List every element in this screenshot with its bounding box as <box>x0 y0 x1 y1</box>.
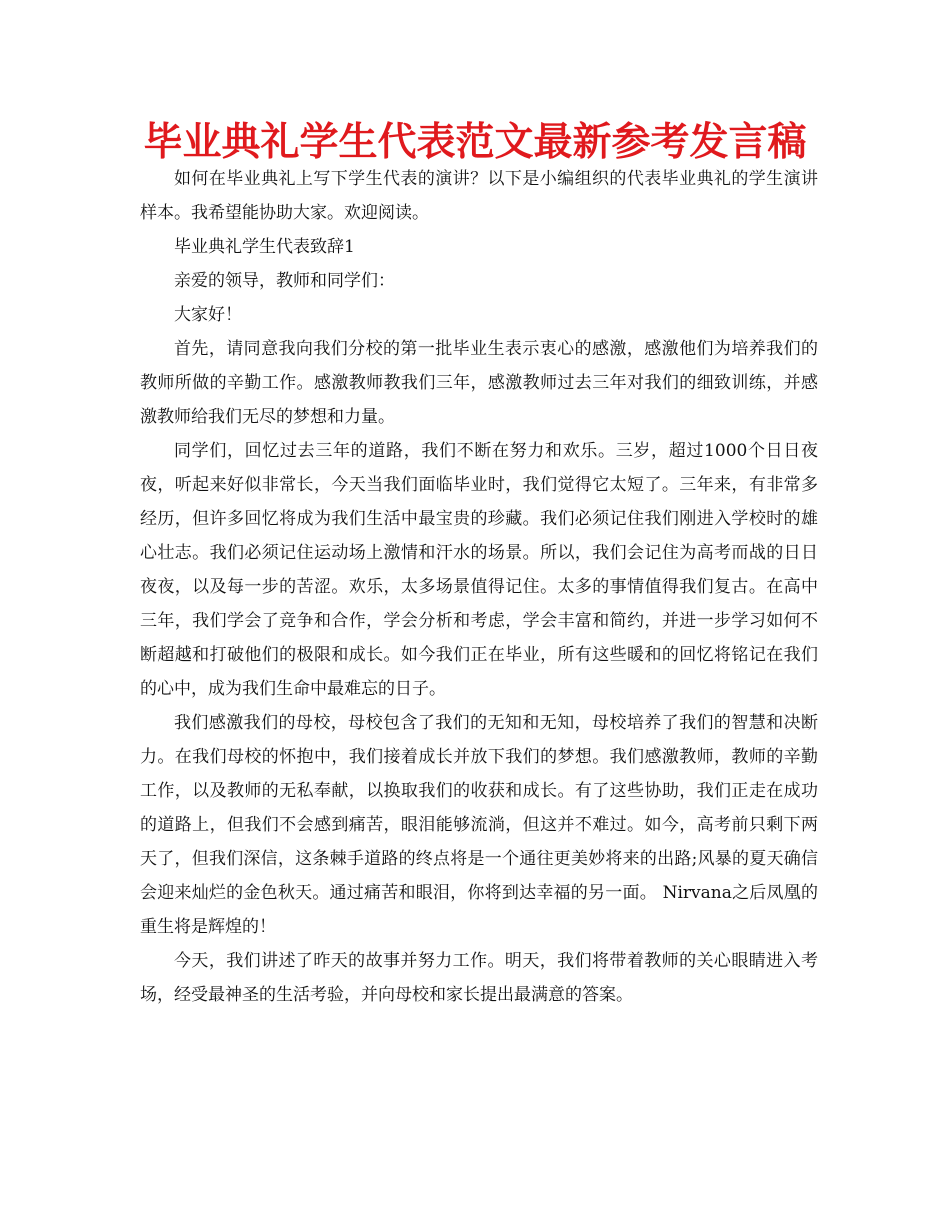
paragraph-salutation: 亲爱的领导，教师和同学们： <box>174 271 395 291</box>
paragraph-greeting: 大家好！ <box>174 305 242 325</box>
paragraph-thanks-school: 我们感激我们的母校，母校包含了我们的无知和无知，母校培养了我们的智慧和决断力。在我们母校的怀抱中，我们接着成长并放下我们的梦想。我们感激教师，教师的辛勤工作，以及教师的无私奉献，以换取我们的收获和成长。有了这些协助，我们正走在成功的道路上，但我们不会感到痛苦，眼泪能够流淌，但这并不难过。如今，高考前只剩下两天了，但我们深信，这条棘手道路的终点将是一个通往更美妙将来的出路;风暴的夏天确信会迎来灿烂的金色秋天。通过痛苦和眼泪，你将到达幸福的另一面。 Nirvana之后凤凰的重生将是辉煌的！ <box>140 713 818 937</box>
paragraph-future: 今天，我们讲述了昨天的故事并努力工作。明天，我们将带着教师的关心眼睛进入考场，经受最神圣的生活考验，并向母校和家长提出最满意的答案。 <box>140 951 818 1005</box>
document-title: 毕业典礼学生代表范文最新参考发言稿 <box>143 120 807 165</box>
paragraph-intro: 如何在毕业典礼上写下学生代表的演讲？以下是小编组织的代表毕业典礼的学生演讲样本。我希望能协助大家。欢迎阅读。 <box>140 169 818 223</box>
paragraph-gratitude: 首先，请同意我向我们分校的第一批毕业生表示衷心的感激，感激他们为培养我们的教师所做的辛勤工作。感激教师教我们三年，感激教师过去三年对我们的细致训练，并感激教师给我们无尽的梦想和力量。 <box>140 339 818 427</box>
paragraph-heading: 毕业典礼学生代表致辞1 <box>174 237 355 257</box>
paragraph-memories: 同学们，回忆过去三年的道路，我们不断在努力和欢乐。三岁，超过1000个日日夜夜，听起来好似非常长，今天当我们面临毕业时，我们觉得它太短了。三年来，有非常多经历，但许多回忆将成为我们生活中最宝贵的珍藏。我们必须记住我们刚进入学校时的雄心壮志。我们必须记住运动场上激情和汗水的场景。所以，我们会记住为高考而战的日日夜夜，以及每一步的苦涩。欢乐，太多场景值得记住。太多的事情值得我们复古。在高中三年，我们学会了竞争和合作，学会分析和考虑，学会丰富和简约，并进一步学习如何不断超越和打破他们的极限和成长。如今我们正在毕业，所有这些暖和的回忆将铭记在我们的心中，成为我们生命中最难忘的日子。 <box>140 441 818 699</box>
document-body <box>140 162 818 1012</box>
